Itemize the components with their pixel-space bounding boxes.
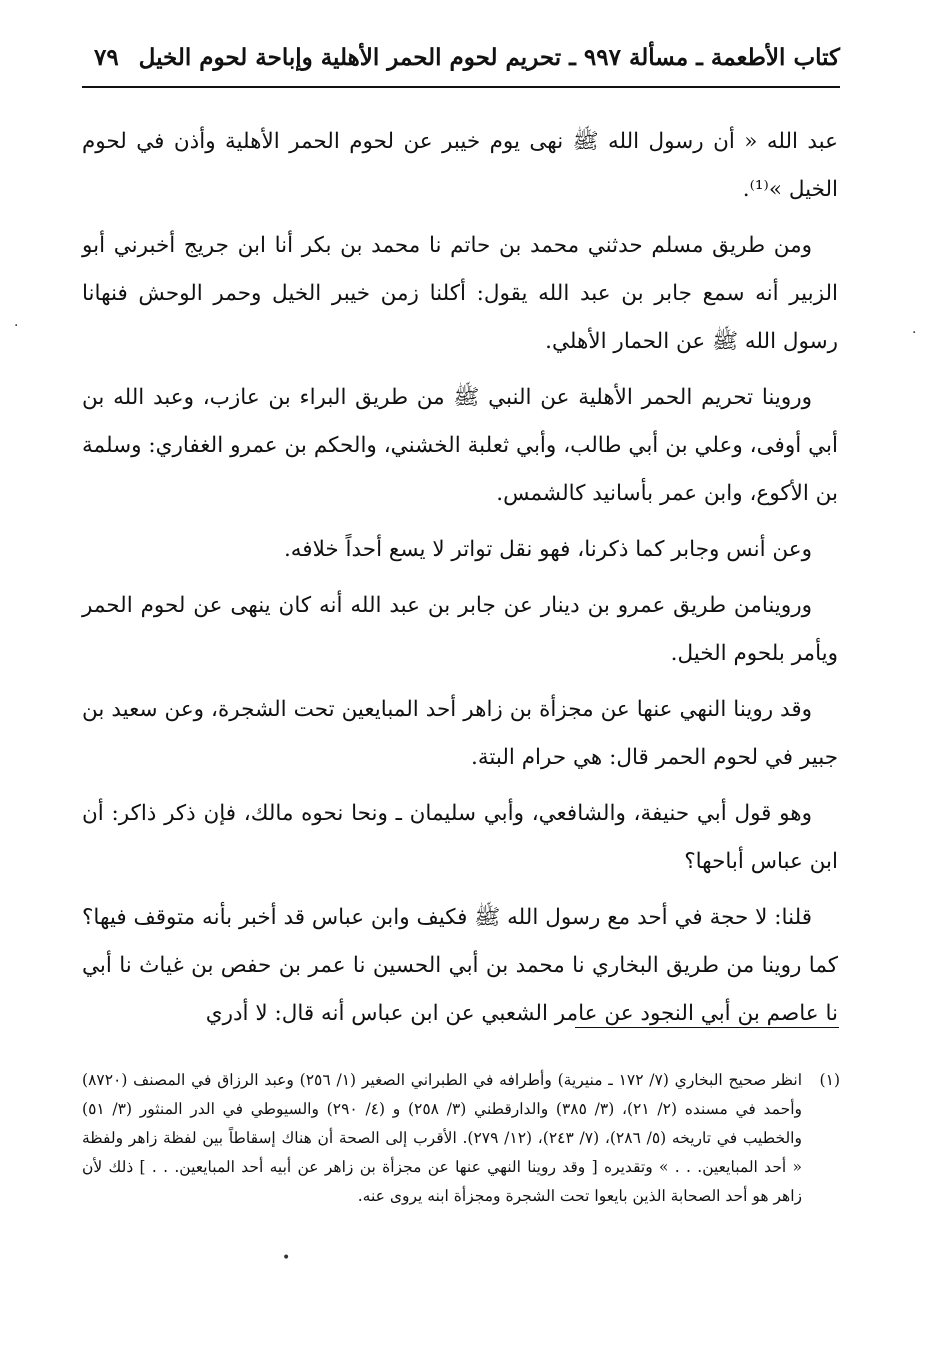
paragraph: ومن طريق مسلم حدثني محمد بن حاتم نا محمد بن بكر أنا ابن جريج أخبرني أبو الزبير أنه سمع جابر بن عبد الله يقول: أكلنا زمن خيبر الخيل وحمر الوحش فنهانا رسول الله ﷺ عن الحمار الأهلي.: [82, 233, 838, 354]
footnote-text: انظر صحيح البخاري (٧/ ١٧٢ ـ منيرية) وأطرافه في الطبراني الصغير (١/ ٢٥٦) وعبد الرزاق في المصنف (٨٧٢٠) وأحمد في مسنده (٢/ ٢١)، (٣/ ٣٨٥) والدارقطني (٣/ ٢٥٨) و (٤/ ٢٩٠) والسيوطي في الدر المنثور (٣/ ٥١) والخطيب في تاريخه (٥/ ٢٨٦)، (٧/ ٢٤٣)، (١٢/ ٢٧٩). الأقرب إلى الصحة أن هناك إسقاطاً بين لفظة زاهر ولفظة « أحد المبايعين. . . » وتقديره [ وقد روينا النهي عنها عن مجزأة بن زاهر عن أبيه أحد المبايعين. . . ] ذلك لأن زاهر هو أحد الصحابة الذين بايعوا تحت الشجرة ومجزأة ابنه يروى عنه.: [82, 1071, 802, 1205]
paragraph: وروينا تحريم الحمر الأهلية عن النبي ﷺ من طريق البراء بن عازب، وعبد الله بن أبي أوفى، وعلي بن أبي طالب، وأبي ثعلبة الخشني، والحكم بن عمرو الغفاري: وسلمة بن الأكوع، وابن عمر بأسانيد كالشمس.: [82, 385, 838, 506]
footnote-1: [82, 1066, 840, 1211]
footnote-number: (١): [819, 1071, 840, 1089]
scan-speck: ·: [14, 318, 19, 334]
paragraph: وهو قول أبي حنيفة، والشافعي، وأبي سليمان ـ ونحا نحوه مالك، فإن ذكر ذاكر: أن ابن عباس أباحها؟: [82, 801, 838, 874]
running-header: [82, 40, 840, 88]
paragraph: قلنا: لا حجة في أحد مع رسول الله ﷺ فكيف وابن عباس قد أخبر بأنه متوقف فيها؟ كما روينا من طريق البخاري نا محمد بن أبي الحسين نا عمر بن حفص بن غياث نا أبي نا عاصم بن أبي النجود عن عامر الشعبي عن ابن عباس أنه قال: لا أدري: [82, 905, 838, 1026]
main-text: [82, 118, 838, 1046]
paragraph: عبد الله « أن رسول الله ﷺ نهى يوم خيبر عن لحوم الحمر الأهلية وأذن في لحوم الخيل »⁽¹⁾.: [82, 129, 838, 202]
paragraph: وروينامن طريق عمرو بن دينار عن جابر بن عبد الله أنه كان ينهى عن لحوم الحمر ويأمر بلحوم الخيل.: [82, 593, 838, 666]
footnotes: [82, 1066, 840, 1211]
footnote-separator: [575, 1027, 839, 1028]
header-title: كتاب الأطعمة ـ مسألة ٩٩٧ ـ تحريم لحوم الحمر الأهلية وإباحة لحوم الخيل: [138, 44, 840, 71]
scan-speck: •: [282, 1250, 291, 1266]
paragraph: وقد روينا النهي عنها عن مجزأة بن زاهر أحد المبايعين تحت الشجرة، وعن سعيد بن جبير في لحوم الحمر قال: هي حرام البتة.: [82, 697, 838, 770]
page-number: ٧٩: [94, 44, 119, 71]
scan-speck: ·: [912, 325, 917, 341]
paragraph: وعن أنس وجابر كما ذكرنا، فهو نقل تواتر لا يسع أحداً خلافه.: [283, 537, 812, 562]
